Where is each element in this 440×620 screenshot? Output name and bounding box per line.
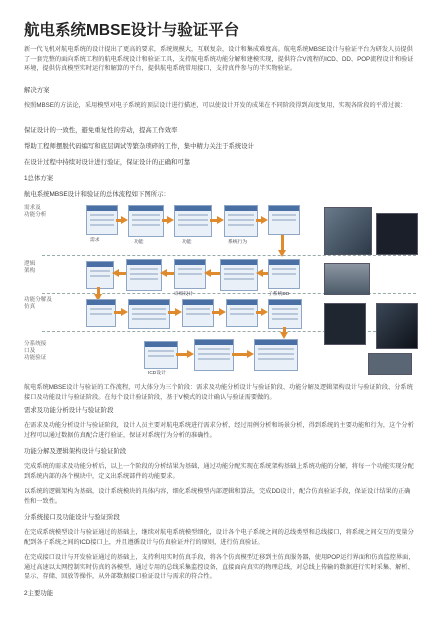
section-heading-solution: 解决方案	[24, 87, 50, 94]
model-screenshot	[144, 341, 178, 369]
intro-paragraph: 新一代飞机对航电系统的设计提出了更高的要求，系统规模大，互联复杂，设计和集成难度高。航电系统MBSE设计与验证平台为研发人员提供了一套完整的面向系统工程的航电系统设计和验证工具，支持航电系统功能分解和建模实现，提供符合V流程的ICD、DD、POP流程设计和验证环境，提供仿真模型实时运行和解算的平台，提供航电系统常用接口，支持真件参与的半实物验证。	[24, 46, 414, 72]
stage3-paragraph-a: 在完成系统模型设计与验证通过的基础上，继续对航电系统模型细化，设计各个电子系统之间的总线类型和总线接口，将系统之间交互的变量分配到各子系统之间的ICD接口上，并且遵循设计与仿真验证并行的原则，进行仿真验证。	[24, 529, 414, 546]
model-screenshot	[254, 339, 298, 371]
equipment-photo	[324, 263, 370, 295]
flow-arrow	[176, 352, 194, 357]
flow-arrow	[160, 271, 174, 276]
diagram-caption: 功能	[182, 240, 192, 245]
diagram-caption: 详细设计	[174, 292, 194, 297]
heading-stage2: 功能分解及逻辑架构设计与验证阶段	[24, 448, 127, 455]
heading-main-functions: 2主要功能	[24, 590, 54, 597]
diagram-caption: 功能	[134, 240, 144, 245]
phase-label-interface: 分系统接 口及 功能验证	[24, 341, 47, 361]
solution-paragraph: 按照MBSE的方法论，采用模型对电子系统的顶层设计进行描述，可以使设计开发的成果在不同阶段得到高度复用，实现各阶段的平滑过渡：	[24, 102, 407, 109]
stage2-paragraph-a: 完成系统的需求及功能分析后，以上一个阶段的分析结果为基础，通过功能分配实现在系统架构基础上系统功能的分解，将每一个功能实现分配到系统内部的各个模块中，定义出系统部件的功能要求。	[24, 463, 414, 480]
diagram-caption: 需求	[90, 238, 100, 243]
model-screenshot	[268, 299, 302, 329]
model-screenshot	[224, 205, 258, 237]
heading-stage3: 分系统接口及功能设计与验证阶段	[24, 514, 120, 521]
model-screenshot	[268, 205, 300, 235]
flow-arrow	[256, 218, 268, 223]
model-screenshot	[182, 299, 214, 327]
flow-arrow	[210, 218, 224, 223]
flow-arrow	[168, 310, 182, 315]
model-screenshot	[128, 299, 170, 329]
flow-arrow	[112, 271, 126, 276]
model-screenshot	[194, 339, 234, 371]
phase-label-logic: 逻辑 架构	[24, 261, 36, 274]
page-title: 航电系统MBSE设计与验证平台	[24, 22, 240, 39]
stage1-paragraph: 在需求及功能分析设计与验证阶段，设计人员主要对航电系统进行需求分析，经过用例分析和场景分析，得到系统的主要功能和行为，这个分析过程可以通过数据仿真配合进行验证，保证对系统行为分析的准确性。	[24, 422, 414, 439]
diagram-caption: ICD设计	[148, 371, 166, 376]
workflow-paragraph: 航电系统MBSE设计与验证的工作流程，可大体分为三个阶段：需求及功能分析设计与验证阶段、功能分解及逻辑架构设计与验证阶段、分系统接口及功能设计与验证阶段。在每个设计验证阶段，基于V模式的设计确认与验证需要做的。	[24, 384, 413, 401]
scheme-paragraph: 航电系统MBSE设计和验证的总体流程如下图所示：	[24, 191, 170, 198]
model-screenshot	[220, 259, 258, 291]
model-screenshot	[174, 259, 206, 289]
heading-stage1: 需求及功能分析设计与验证阶段	[24, 407, 114, 414]
flow-arrow	[162, 218, 174, 223]
equipment-photo	[324, 207, 372, 255]
stage2-paragraph-b: 以系统的逻辑架构为基础，设计系统模块的具体内容，细化系统模型内部逻辑和算法，完成DD设计，配合仿真验证手段，保证设计结果的正确性和一致性。	[24, 488, 411, 505]
workflow-diagram	[24, 203, 416, 375]
display-photo	[376, 213, 418, 255]
phase-divider	[42, 255, 416, 256]
stage3-paragraph-b: 在完成接口设计与开发验证通过的基础上，支持利用实时仿真手段，将各个仿真模型迁移到主仿真服务器，使用POP运行界面和仿真监控界面，通过高速以太网控制实时仿真的各模型，通过专用的总线采集监控设备，直接面向真实的物理总线，对总线上传输的数据进行实时采集、解析、显示、存储、回放等操作，从外部数据接口验证设计与需求的符合性。	[24, 554, 415, 580]
bullet-consistency: 保证设计的一致性，避免重复性的劳动，提高工作效率	[24, 127, 178, 134]
flow-arrow	[212, 310, 226, 315]
flow-arrow-down	[282, 327, 287, 339]
model-screenshot	[86, 261, 114, 289]
flow-arrow	[204, 271, 220, 276]
model-screenshot	[86, 205, 118, 235]
flow-arrow	[256, 271, 268, 276]
flow-arrow	[232, 352, 254, 357]
flow-arrow	[116, 218, 128, 223]
equipment-photo	[368, 353, 412, 375]
model-screenshot	[128, 205, 164, 237]
flow-arrow-down	[280, 235, 285, 257]
model-screenshot	[268, 259, 300, 289]
flow-arrow	[256, 310, 268, 315]
bullet-focus: 帮助工程师摆脱代码编写和底层调试等繁杂琐碎的工作，集中精力关注于系统设计	[24, 143, 255, 150]
model-screenshot	[174, 205, 212, 237]
model-screenshot	[126, 259, 162, 291]
section-heading-scheme: 1总体方案	[24, 175, 54, 182]
model-screenshot	[226, 299, 258, 327]
model-screenshot	[86, 299, 116, 327]
display-photo	[324, 303, 366, 345]
phase-label-requirements: 需求及 功能分析	[24, 205, 47, 218]
flow-arrow	[114, 310, 128, 315]
diagram-caption: 系统行为	[228, 240, 248, 245]
diagram-caption: 子系统DD	[268, 292, 290, 297]
bullet-verification: 在设计过程中持续对设计进行验证，保证设计的正确和可靠	[24, 159, 191, 166]
display-photo	[376, 303, 418, 349]
phase-label-decomposition: 功能分解及 仿真	[24, 297, 52, 310]
